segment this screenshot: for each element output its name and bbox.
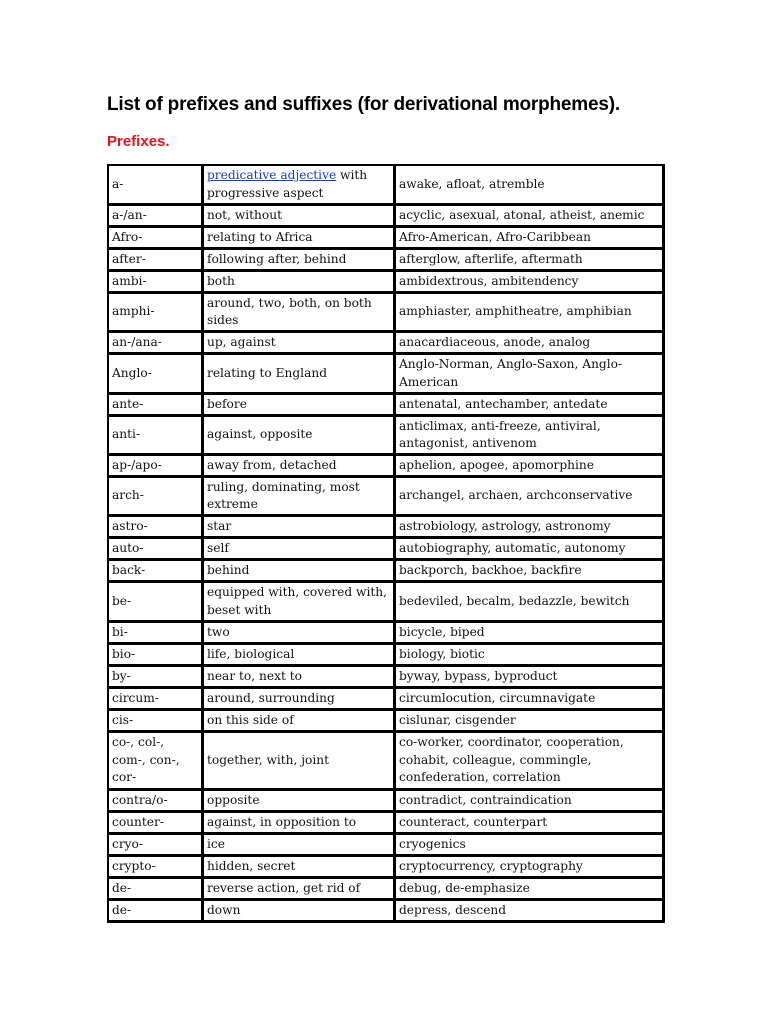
examples-cell: acyclic, asexual, atonal, atheist, anemic: [395, 205, 664, 227]
meaning-text: with progressive aspect: [207, 168, 368, 200]
table-row: [108, 900, 664, 922]
section-heading-prefixes: Prefixes.: [107, 133, 170, 150]
prefix-cell: auto-: [108, 538, 203, 560]
prefix-cell: ambi-: [108, 271, 203, 293]
prefix-cell: amphi-: [108, 293, 203, 332]
meaning-cell: relating to England: [203, 354, 395, 394]
meaning-cell: two: [203, 622, 395, 644]
prefix-cell: after-: [108, 249, 203, 271]
prefix-cell: contra/o-: [108, 790, 203, 812]
prefix-cell: a-: [108, 165, 203, 205]
examples-cell: amphiaster, amphitheatre, amphibian: [395, 293, 664, 332]
prefix-cell: by-: [108, 666, 203, 688]
meaning-cell: reverse action, get rid of: [203, 878, 395, 900]
examples-cell: counteract, counterpart: [395, 812, 664, 834]
prefix-cell: Anglo-: [108, 354, 203, 394]
meaning-cell: hidden, secret: [203, 856, 395, 878]
examples-cell: astrobiology, astrology, astronomy: [395, 516, 664, 538]
meaning-cell: on this side of: [203, 710, 395, 732]
table-row: [108, 332, 664, 354]
meaning-cell: against, in opposition to: [203, 812, 395, 834]
meaning-cell: following after, behind: [203, 249, 395, 271]
table-row: [108, 455, 664, 477]
table-row: [108, 560, 664, 582]
meaning-cell: behind: [203, 560, 395, 582]
examples-cell: anticlimax, anti-freeze, antiviral, antagonist, antivenom: [395, 416, 664, 455]
table-row: [108, 249, 664, 271]
table-row: [108, 538, 664, 560]
examples-cell: byway, bypass, byproduct: [395, 666, 664, 688]
meaning-cell: ice: [203, 834, 395, 856]
table-row: [108, 477, 664, 516]
examples-cell: afterglow, afterlife, aftermath: [395, 249, 664, 271]
meaning-cell: [203, 165, 395, 205]
meaning-cell: ruling, dominating, most extreme: [203, 477, 395, 516]
meaning-cell: before: [203, 394, 395, 416]
table-row: [108, 394, 664, 416]
examples-cell: contradict, contraindication: [395, 790, 664, 812]
meaning-cell: together, with, joint: [203, 732, 395, 790]
table-row: [108, 732, 664, 790]
table-row: [108, 834, 664, 856]
table-row: [108, 856, 664, 878]
prefix-cell: an-/ana-: [108, 332, 203, 354]
prefix-cell: co-, col-, com-, con-, cor-: [108, 732, 203, 790]
examples-cell: aphelion, apogee, apomorphine: [395, 455, 664, 477]
examples-cell: awake, afloat, atremble: [395, 165, 664, 205]
examples-cell: bicycle, biped: [395, 622, 664, 644]
meaning-cell: equipped with, covered with, beset with: [203, 582, 395, 622]
examples-cell: cryogenics: [395, 834, 664, 856]
table-row: [108, 622, 664, 644]
examples-cell: autobiography, automatic, autonomy: [395, 538, 664, 560]
prefix-cell: be-: [108, 582, 203, 622]
prefix-cell: bi-: [108, 622, 203, 644]
meaning-cell: self: [203, 538, 395, 560]
meaning-cell: both: [203, 271, 395, 293]
table-row: [108, 878, 664, 900]
examples-cell: circumlocution, circumnavigate: [395, 688, 664, 710]
meaning-cell: not, without: [203, 205, 395, 227]
prefix-cell: arch-: [108, 477, 203, 516]
table-row: [108, 227, 664, 249]
prefix-cell: de-: [108, 900, 203, 922]
prefix-cell: crypto-: [108, 856, 203, 878]
examples-cell: backporch, backhoe, backfire: [395, 560, 664, 582]
examples-cell: co-worker, coordinator, cooperation, cohabit, colleague, commingle, confederation, correlation: [395, 732, 664, 790]
meaning-cell: life, biological: [203, 644, 395, 666]
prefix-cell: ante-: [108, 394, 203, 416]
prefix-cell: Afro-: [108, 227, 203, 249]
table-row: [108, 582, 664, 622]
meaning-cell: around, two, both, on both sides: [203, 293, 395, 332]
table-row: [108, 416, 664, 455]
prefix-cell: de-: [108, 878, 203, 900]
predicative-adjective-link[interactable]: predicative adjective: [207, 168, 337, 182]
page-title: List of prefixes and suffixes (for derivational morphemes).: [107, 94, 620, 115]
meaning-cell: relating to Africa: [203, 227, 395, 249]
prefix-cell: cryo-: [108, 834, 203, 856]
table-row: [108, 688, 664, 710]
examples-cell: cryptocurrency, cryptography: [395, 856, 664, 878]
examples-cell: depress, descend: [395, 900, 664, 922]
table-row: [108, 790, 664, 812]
examples-cell: archangel, archaen, archconservative: [395, 477, 664, 516]
table-row: [108, 293, 664, 332]
meaning-cell: down: [203, 900, 395, 922]
meaning-cell: near to, next to: [203, 666, 395, 688]
examples-cell: biology, biotic: [395, 644, 664, 666]
prefix-cell: counter-: [108, 812, 203, 834]
examples-cell: debug, de-emphasize: [395, 878, 664, 900]
meaning-cell: away from, detached: [203, 455, 395, 477]
prefix-table: [107, 164, 665, 923]
meaning-cell: up, against: [203, 332, 395, 354]
examples-cell: antenatal, antechamber, antedate: [395, 394, 664, 416]
meaning-cell: opposite: [203, 790, 395, 812]
examples-cell: ambidextrous, ambitendency: [395, 271, 664, 293]
examples-cell: Anglo-Norman, Anglo-Saxon, Anglo-American: [395, 354, 664, 394]
prefix-cell: back-: [108, 560, 203, 582]
meaning-cell: star: [203, 516, 395, 538]
prefix-cell: bio-: [108, 644, 203, 666]
table-row: [108, 271, 664, 293]
prefix-cell: anti-: [108, 416, 203, 455]
meaning-cell: against, opposite: [203, 416, 395, 455]
table-row: [108, 165, 664, 205]
table-row: [108, 666, 664, 688]
examples-cell: bedeviled, becalm, bedazzle, bewitch: [395, 582, 664, 622]
prefix-cell: circum-: [108, 688, 203, 710]
prefix-cell: a-/an-: [108, 205, 203, 227]
meaning-cell: around, surrounding: [203, 688, 395, 710]
table-row: [108, 354, 664, 394]
examples-cell: anacardiaceous, anode, analog: [395, 332, 664, 354]
examples-cell: Afro-American, Afro-Caribbean: [395, 227, 664, 249]
table-row: [108, 644, 664, 666]
table-row: [108, 812, 664, 834]
table-row: [108, 205, 664, 227]
examples-cell: cislunar, cisgender: [395, 710, 664, 732]
table-row: [108, 516, 664, 538]
table-row: [108, 710, 664, 732]
prefix-cell: ap-/apo-: [108, 455, 203, 477]
prefix-cell: astro-: [108, 516, 203, 538]
prefix-cell: cis-: [108, 710, 203, 732]
